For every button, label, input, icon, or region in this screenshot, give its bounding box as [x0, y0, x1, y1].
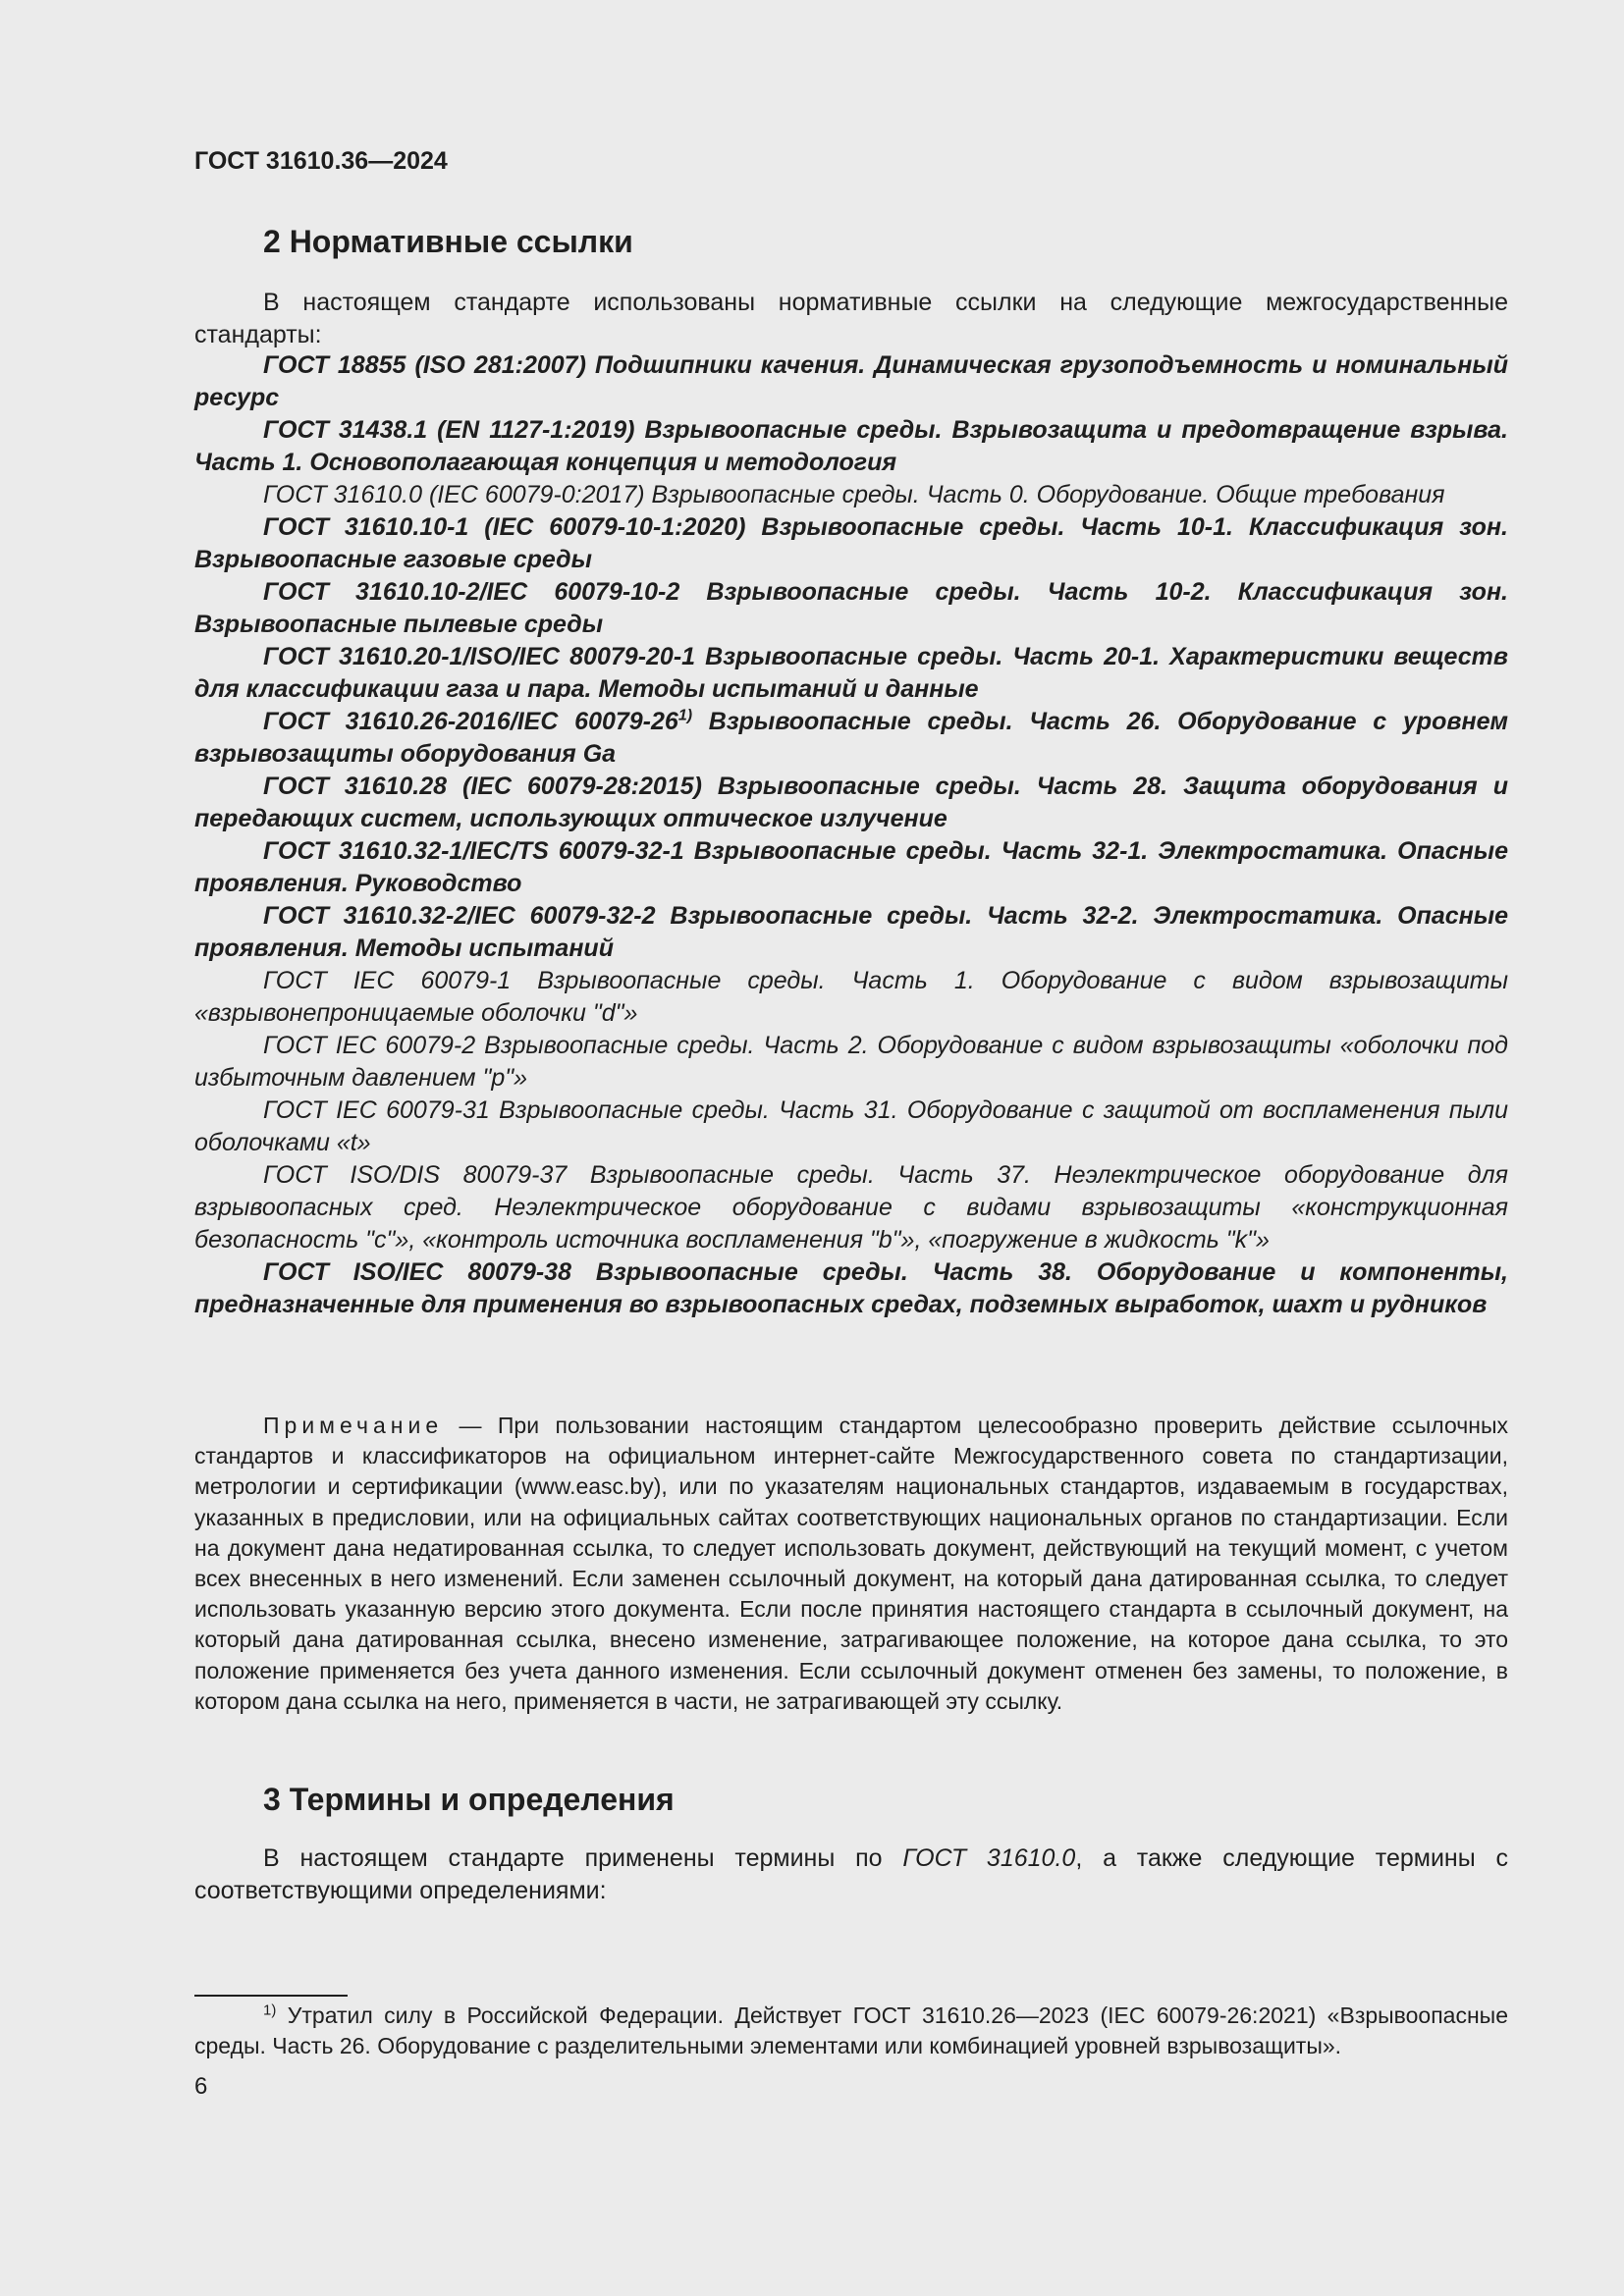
note-text: — При пользовании настоящим стандартом целесообразно проверить действие ссылочных стандартов и классификаторов на официальном интернет-сайте Межгосударственного совета по стандартизации, метрологии и сертификации (www.easc.by), или по указателям национальных стандартов, издаваемым в государствах, указанных в предисловии, или на официальных сайтах соответствующих национальных органов по стандартизации. Если на документ дана недатированная ссылка, то следует использовать документ, действующий на текущий момент, с учетом всех внесенных в него изменений. Если заменен ссылочный документ, на который дана датированная ссылка, то следует использовать указанную версию этого документа. Если после принятия настоящего стандарта в ссылочный документ, на который дана датированная ссылка, внесено изменение, затрагивающее положение, на которое дана ссылка, то это положение применяется без учета данного изменения. Если ссылочный документ отменен без замены, то положение, в котором дана ссылка на него, применяется в части, не затрагивающей эту ссылку.: [194, 1413, 1508, 1714]
footnote: [194, 2001, 1508, 2061]
section-3-intro-end: , а также следующие термины с соответствующими определениями:: [194, 1844, 1508, 1904]
reference-item: ГОСТ 31438.1 (EN 1127-1:2019) Взрывоопасные среды. Взрывозащита и предотвращение взрыва. Часть 1. Основополагающая концепция и методология: [194, 416, 1508, 476]
section-3-intro-start: В настоящем стандарте применены термины по: [263, 1844, 903, 1872]
reference-item: ГОСТ 31610.28 (IEC 60079-28:2015) Взрывоопасные среды. Часть 28. Защита оборудования и передающих систем, использующих оптическое излучение: [194, 773, 1508, 832]
section-3-heading: 3 Термины и определения: [263, 1782, 675, 1817]
reference-item: ГОСТ 18855 (ISO 281:2007) Подшипники качения. Динамическая грузоподъемность и номинальный ресурс: [194, 351, 1508, 411]
reference-item: ГОСТ 31610.32-2/IEC 60079-32-2 Взрывоопасные среды. Часть 32-2. Электростатика. Опасные проявления. Методы испытаний: [194, 902, 1508, 962]
reference-item: ГОСТ 31610.10-1 (IEC 60079-10-1:2020) Взрывоопасные среды. Часть 10-1. Классификация зон. Взрывоопасные газовые среды: [194, 513, 1508, 573]
normative-references-list: [194, 349, 1508, 1321]
section-2-heading: 2 Нормативные ссылки: [263, 224, 633, 259]
reference-item: ГОСТ 31610.32-1/IEC/TS 60079-32-1 Взрывоопасные среды. Часть 32-1. Электростатика. Опасные проявления. Руководство: [194, 837, 1508, 897]
reference-item: ГОСТ ISO/IEC 80079-38 Взрывоопасные среды. Часть 38. Оборудование и компоненты, предназначенные для применения во взрывоопасных средах, подземных выработок, шахт и рудников: [194, 1258, 1508, 1318]
reference-item: ГОСТ IEC 60079-31 Взрывоопасные среды. Часть 31. Оборудование с защитой от воспламенения пыли оболочками «t»: [194, 1096, 1508, 1156]
section-3-intro-reference: ГОСТ 31610.0: [902, 1844, 1076, 1872]
reference-item: [194, 706, 1508, 771]
section-2-intro: В настоящем стандарте использованы нормативные ссылки на следующие межгосударственные стандарты:: [194, 289, 1508, 348]
reference-item: ГОСТ 31610.20-1/ISO/IEC 80079-20-1 Взрывоопасные среды. Часть 20-1. Характеристики веществ для классификации газа и пара. Методы испытаний и данные: [194, 643, 1508, 703]
footnote-marker: 1): [677, 707, 693, 724]
page-number: 6: [194, 2073, 208, 2100]
reference-item: ГОСТ IEC 60079-2 Взрывоопасные среды. Часть 2. Оборудование с видом взрывозащиты «оболочки под избыточным давлением "p"»: [194, 1032, 1508, 1092]
reference-code: ГОСТ 31610.26-2016/IEC 60079-26: [263, 708, 678, 735]
footnote-separator: [194, 1995, 348, 1997]
reference-item: ГОСТ ISO/DIS 80079-37 Взрывоопасные среды. Часть 37. Неэлектрическое оборудование для взрывоопасных сред. Неэлектрическое оборудование с видами взрывозащиты «конструкционная безопасность "c"», «контроль источника воспламенения "b"», «погружение в жидкость "k"»: [194, 1161, 1508, 1254]
section-2-note: [194, 1411, 1508, 1717]
reference-item: ГОСТ 31610.10-2/IEC 60079-10-2 Взрывоопасные среды. Часть 10-2. Классификация зон. Взрывоопасные пылевые среды: [194, 578, 1508, 638]
footnote-marker: 1): [263, 2002, 277, 2019]
reference-item: ГОСТ 31610.0 (IEC 60079-0:2017) Взрывоопасные среды. Часть 0. Оборудование. Общие требования: [263, 481, 1445, 508]
document-code: ГОСТ 31610.36—2024: [194, 147, 448, 175]
footnote-text: Утратил силу в Российской Федерации. Действует ГОСТ 31610.26—2023 (IEC 60079-26:2021) «Взрывоопасные среды. Часть 26. Оборудование с разделительными элементами или комбинацией уровней взрывозащиты».: [194, 2002, 1508, 2058]
section-3-intro: [194, 1842, 1508, 1907]
reference-title: Взрывоопасные среды. Часть 26. Оборудование с уровнем взрывозащиты оборудования Ga: [194, 708, 1508, 768]
note-label: Примечание: [263, 1413, 444, 1438]
reference-item: ГОСТ IEC 60079-1 Взрывоопасные среды. Часть 1. Оборудование с видом взрывозащиты «взрывонепроницаемые оболочки "d"»: [194, 967, 1508, 1027]
